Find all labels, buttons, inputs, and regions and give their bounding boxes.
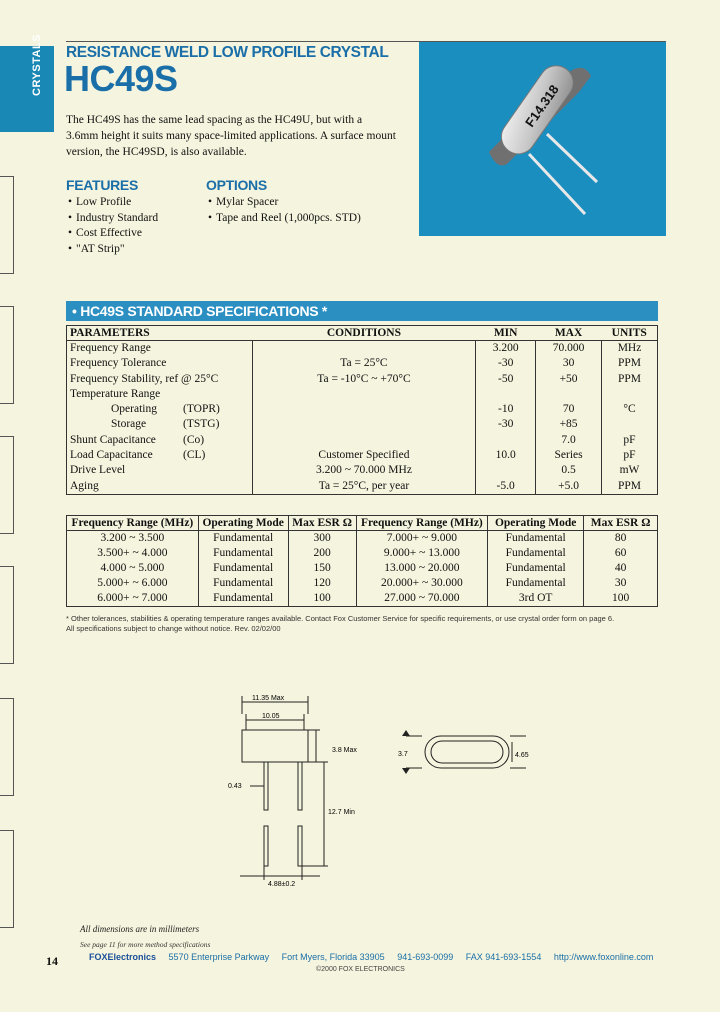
table-cell: 3.200 ~ 70.000 MHz bbox=[252, 463, 476, 478]
table-cell: 10.0 bbox=[476, 448, 536, 463]
dimensions-note: All dimensions are in millimeters bbox=[80, 924, 200, 934]
table-cell bbox=[252, 433, 476, 448]
table-cell: 6.000+ ~ 7.000 bbox=[97, 592, 168, 604]
photo-marking: F14.318 bbox=[522, 82, 562, 130]
section-tab-crystals[interactable] bbox=[0, 46, 54, 132]
table-cell: Shunt Capacitance (Co) bbox=[70, 433, 205, 446]
brand-logo: FOXElectronics bbox=[89, 952, 157, 962]
table-cell: Frequency Tolerance bbox=[70, 357, 167, 370]
table-row bbox=[67, 576, 658, 591]
table-cell: mW bbox=[602, 463, 658, 478]
table-cell: °C bbox=[602, 402, 658, 417]
table-cell: Customer Specified bbox=[252, 448, 476, 463]
col-header: CONDITIONS bbox=[252, 326, 476, 341]
table-cell: Fundamental bbox=[488, 546, 584, 561]
table-cell: -10 bbox=[476, 402, 536, 417]
table-cell: 30 bbox=[536, 356, 602, 371]
dim-lead-length: 12.7 Min bbox=[328, 809, 355, 816]
col-header: Operating Mode bbox=[488, 516, 584, 531]
table-cell: PPM bbox=[602, 372, 658, 387]
list-item: • Tape and Reel (1,000pcs. STD) bbox=[208, 211, 361, 227]
table-cell: Ta = 25°C, per year bbox=[252, 479, 476, 495]
table-header-row bbox=[67, 516, 658, 531]
table-cell: 13.000 ~ 20.000 bbox=[356, 561, 488, 576]
features-list bbox=[68, 195, 158, 257]
product-photo bbox=[419, 42, 666, 236]
list-item: • Industry Standard bbox=[68, 211, 158, 227]
dim-pitch: 4.88±0.2 bbox=[268, 881, 296, 888]
table-cell: 80 bbox=[584, 531, 658, 547]
table-cell: -30 bbox=[476, 417, 536, 432]
table-cell: Frequency Stability, ref @ 25°C bbox=[70, 372, 219, 385]
table-row bbox=[67, 531, 658, 547]
table-row bbox=[67, 479, 658, 495]
table-cell: 70.000 bbox=[536, 341, 602, 357]
table-cell: 27.000 ~ 70.000 bbox=[356, 591, 488, 607]
footer-website-link[interactable]: http://www.foxonline.com bbox=[553, 952, 654, 962]
section-tab[interactable] bbox=[0, 830, 14, 928]
table-row bbox=[67, 561, 658, 576]
table-cell: -30 bbox=[476, 356, 536, 371]
options-list bbox=[208, 195, 361, 226]
spec-notes bbox=[66, 614, 614, 634]
col-header: Max ESR Ω bbox=[584, 516, 658, 531]
table-cell: 3.200 ~ 3.500 bbox=[100, 532, 165, 544]
table-cell: Fundamental bbox=[488, 561, 584, 576]
list-item: • Cost Effective bbox=[68, 226, 158, 242]
table-cell: 150 bbox=[288, 561, 356, 576]
table-cell: 40 bbox=[584, 561, 658, 576]
dimension-drawing bbox=[210, 688, 540, 888]
footer-phone: 941-693-0099 bbox=[397, 952, 454, 962]
copyright: ©2000 FOX ELECTRONICS bbox=[316, 966, 405, 973]
table-cell: 60 bbox=[584, 546, 658, 561]
table-cell: 9.000+ ~ 13.000 bbox=[356, 546, 488, 561]
table-cell: 20.000+ ~ 30.000 bbox=[356, 576, 488, 591]
table-cell: pF bbox=[602, 433, 658, 448]
options-title: OPTIONS bbox=[206, 177, 267, 193]
table-cell: PPM bbox=[602, 356, 658, 371]
table-cell: 300 bbox=[288, 531, 356, 547]
table-cell: 3.500+ ~ 4.000 bbox=[97, 547, 168, 559]
table-cell: +85 bbox=[536, 417, 602, 432]
table-cell: 70 bbox=[536, 402, 602, 417]
table-row bbox=[67, 372, 658, 387]
table-cell: Fundamental bbox=[198, 576, 288, 591]
table-cell bbox=[476, 387, 536, 402]
table-cell: 5.000+ ~ 6.000 bbox=[97, 577, 168, 589]
table-cell: Load Capacitance (CL) bbox=[70, 449, 206, 462]
list-item: • "AT Strip" bbox=[68, 242, 158, 258]
table-row bbox=[67, 433, 658, 448]
list-item: • Mylar Spacer bbox=[208, 195, 361, 211]
dim-side-height: 3.7 bbox=[398, 751, 408, 758]
table-header-row bbox=[67, 326, 658, 341]
footer bbox=[89, 952, 663, 962]
method-note: See page 11 for more method specifications bbox=[80, 940, 211, 949]
section-tab[interactable] bbox=[0, 306, 14, 404]
table-cell: Operating (TOPR) bbox=[111, 403, 220, 416]
section-tab[interactable] bbox=[0, 176, 14, 274]
table-cell: 100 bbox=[288, 591, 356, 607]
table-cell: MHz bbox=[602, 341, 658, 357]
features-title: FEATURES bbox=[66, 177, 139, 193]
table-row bbox=[67, 341, 658, 357]
esr-table bbox=[66, 515, 658, 607]
model-title: HC49S bbox=[64, 58, 178, 99]
table-row bbox=[67, 463, 658, 478]
table-cell bbox=[476, 463, 536, 478]
table-cell bbox=[476, 433, 536, 448]
dim-body-width: 10.05 bbox=[262, 713, 280, 720]
col-header: Frequency Range (MHz) bbox=[67, 516, 199, 531]
table-cell: Fundamental bbox=[198, 561, 288, 576]
col-header: Operating Mode bbox=[198, 516, 288, 531]
table-row bbox=[67, 356, 658, 371]
dim-side-width: 4.65 bbox=[515, 752, 529, 759]
table-cell: Ta = -10°C ~ +70°C bbox=[252, 372, 476, 387]
table-cell: Fundamental bbox=[198, 546, 288, 561]
table-cell bbox=[602, 417, 658, 432]
table-cell: Series bbox=[536, 448, 602, 463]
spec-table bbox=[66, 325, 658, 495]
table-cell: 7.000+ ~ 9.000 bbox=[356, 531, 488, 547]
section-tab-label: CRYSTALS bbox=[31, 33, 43, 96]
dim-height: 3.8 Max bbox=[332, 747, 357, 754]
table-cell: Fundamental bbox=[198, 531, 288, 547]
table-cell: Fundamental bbox=[488, 531, 584, 547]
table-cell: Aging bbox=[70, 479, 99, 492]
table-cell: +50 bbox=[536, 372, 602, 387]
table-cell bbox=[252, 387, 476, 402]
table-cell: -50 bbox=[476, 372, 536, 387]
table-cell: -5.0 bbox=[476, 479, 536, 495]
table-row bbox=[67, 448, 658, 463]
table-row bbox=[67, 387, 658, 402]
table-cell: 3.200 bbox=[476, 341, 536, 357]
intro-text: The HC49S has the same lead spacing as the HC49U, but with a 3.6mm height it suits many space-limited applications. A surface mount version, the HC49SD, is also available. bbox=[66, 114, 396, 158]
footer-address: 5570 Enterprise Parkway bbox=[168, 952, 270, 962]
footer-fax: FAX 941-693-1554 bbox=[465, 952, 542, 962]
table-cell: pF bbox=[602, 448, 658, 463]
table-cell bbox=[602, 387, 658, 402]
page-number: 14 bbox=[46, 954, 58, 968]
col-header: UNITS bbox=[602, 326, 658, 341]
table-row bbox=[67, 591, 658, 607]
dim-overall-width: 11.35 Max bbox=[252, 695, 285, 702]
table-cell bbox=[536, 387, 602, 402]
table-cell: 100 bbox=[584, 591, 658, 607]
list-item: • Low Profile bbox=[68, 195, 158, 211]
table-row bbox=[67, 402, 658, 417]
table-cell: Frequency Range bbox=[70, 342, 151, 354]
spec-section-title: • HC49S STANDARD SPECIFICATIONS * bbox=[66, 301, 658, 321]
section-tab[interactable] bbox=[0, 698, 14, 796]
table-cell bbox=[252, 341, 476, 357]
col-header: Max ESR Ω bbox=[288, 516, 356, 531]
col-header: MIN bbox=[476, 326, 536, 341]
note-line: All specifications subject to change without notice. Rev. 02/02/00 bbox=[66, 624, 281, 633]
table-row bbox=[67, 546, 658, 561]
table-cell: Fundamental bbox=[488, 576, 584, 591]
table-cell: Temperature Range bbox=[70, 387, 161, 400]
table-cell: 200 bbox=[288, 546, 356, 561]
note-line: * Other tolerances, stabilities & operating temperature ranges available. Contact Fox Customer Service for specific requirements, or use crystal order form on page 6. bbox=[66, 614, 615, 623]
col-header: PARAMETERS bbox=[67, 326, 253, 341]
table-cell bbox=[252, 417, 476, 432]
table-cell: 30 bbox=[584, 576, 658, 591]
footer-city: Fort Myers, Florida 33905 bbox=[281, 952, 385, 962]
section-tab[interactable] bbox=[0, 566, 14, 664]
table-cell: 7.0 bbox=[536, 433, 602, 448]
table-cell: Drive Level bbox=[70, 464, 126, 477]
table-cell: 120 bbox=[288, 576, 356, 591]
table-cell: 0.5 bbox=[536, 463, 602, 478]
col-header: MAX bbox=[536, 326, 602, 341]
dim-lead-diameter: 0.43 bbox=[228, 783, 242, 790]
table-cell: Ta = 25°C bbox=[252, 356, 476, 371]
table-row bbox=[67, 417, 658, 432]
table-cell: 3rd OT bbox=[488, 591, 584, 607]
table-cell: +5.0 bbox=[536, 479, 602, 495]
table-cell: Fundamental bbox=[198, 591, 288, 607]
table-cell: Storage (TSTG) bbox=[111, 418, 220, 431]
table-cell: PPM bbox=[602, 479, 658, 495]
col-header: Frequency Range (MHz) bbox=[356, 516, 488, 531]
table-cell bbox=[252, 402, 476, 417]
product-category: RESISTANCE WELD LOW PROFILE CRYSTAL bbox=[66, 44, 389, 61]
table-cell: 4.000 ~ 5.000 bbox=[100, 562, 165, 574]
section-tab[interactable] bbox=[0, 436, 14, 534]
